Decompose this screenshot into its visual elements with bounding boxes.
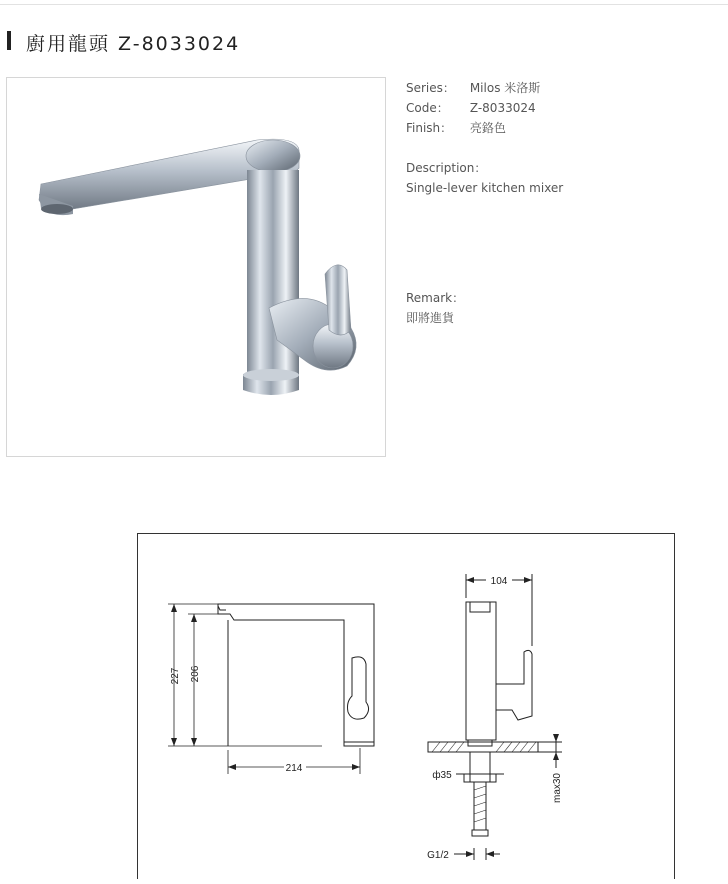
top-divider bbox=[0, 4, 728, 5]
technical-drawing[interactable] bbox=[137, 533, 675, 879]
dim-214-label: 214 bbox=[285, 763, 303, 774]
description-value: Single-lever kitchen mixer bbox=[406, 181, 564, 195]
series-row bbox=[406, 78, 563, 98]
dim-g12-label: G1/2 bbox=[427, 850, 449, 861]
finish-label: Finish： bbox=[406, 121, 453, 135]
description-label: Description： bbox=[406, 161, 487, 175]
dim-206-label: 206 bbox=[190, 665, 201, 683]
faucet-photo-illustration bbox=[7, 78, 385, 456]
dim-35-label: ф35 bbox=[432, 770, 452, 781]
dim-max30-label: max30 bbox=[552, 772, 563, 804]
code-value: Z-8033024 bbox=[469, 101, 536, 115]
series-value: Milos 米洛斯 bbox=[469, 81, 541, 95]
code-label: Code： bbox=[406, 101, 449, 115]
dimension-drawing bbox=[138, 534, 674, 879]
product-info bbox=[406, 78, 563, 328]
title-accent-bar bbox=[7, 31, 11, 50]
product-photo[interactable] bbox=[6, 77, 386, 457]
page-title: 廚用龍頭 Z-8033024 bbox=[26, 33, 241, 55]
finish-row bbox=[406, 118, 563, 138]
series-label: Series： bbox=[406, 81, 455, 95]
remark-value: 即將進貨 bbox=[406, 311, 455, 325]
remark-label: Remark： bbox=[406, 291, 465, 305]
dim-227-label: 227 bbox=[170, 667, 181, 685]
finish-value: 亮鉻色 bbox=[469, 121, 506, 135]
dim-104-label: 104 bbox=[490, 576, 508, 587]
code-row bbox=[406, 98, 563, 118]
